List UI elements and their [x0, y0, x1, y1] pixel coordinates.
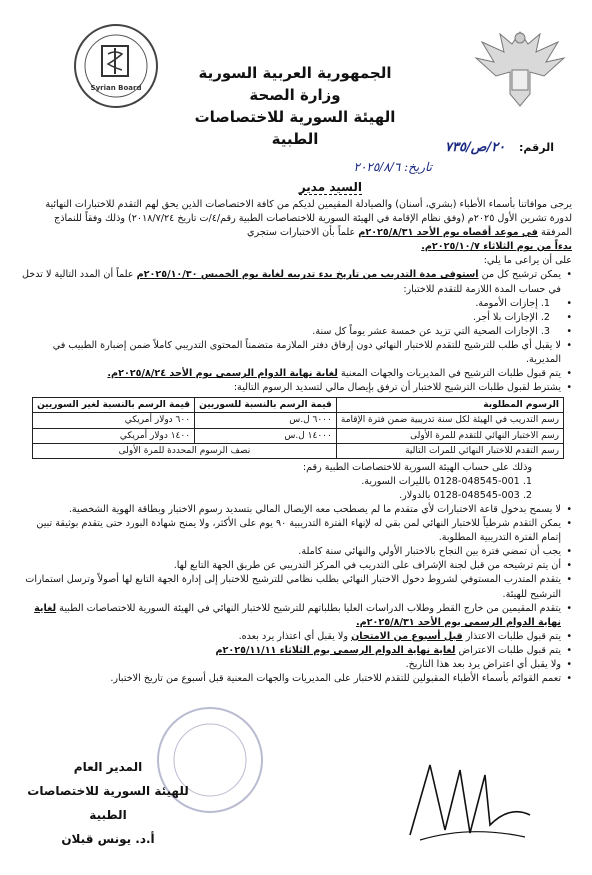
account-intro: وذلك على حساب الهيئة السورية للاختصاصات الطبية رقم: [302, 461, 532, 473]
conditions-list [22, 268, 572, 395]
addressee: السيد مدير [298, 180, 362, 194]
account-syp: 1. 0128-048545-001 بالليرات السورية. [361, 475, 532, 487]
table-row: رسم التدريب في الهيئة لكل سنة تدريبية ضمن فترة الإقامة ٦٠٠٠ ل.س ٦٠٠ دولار أمريكي [33, 413, 564, 428]
table-row: رسم التقدم للاختبار النهائي للمرات التالية نصف الرسوم المحددة للمرة الأولى [33, 443, 564, 458]
eagle-emblem [470, 22, 570, 114]
ministry-name: وزارة الصحة [249, 86, 341, 104]
list-item: • لا يسمح بدخول قاعة الاختبارات لأي متقدم ما لم يصطحب معه الإيصال المالي بتسديد رسوم الاختبار وبطاقة الهوية الشخصية. [22, 503, 572, 517]
svg-text:Syrian Board: Syrian Board [90, 84, 142, 92]
signature-block [18, 755, 198, 851]
list-item: • يمكن التقدم شرطياً للاختبار النهائي لمن بقي له لإنهاء الفترة التدريبية ٩٠ يوم على الأكثر، ولا يمنح شهادة البورد حتى يتقدم بوثيقة تبين إتمام الفترة التدريبية المطلوبة. [22, 517, 572, 545]
fees-table [32, 397, 564, 458]
list-item: • يشترط لقبول طلبات الترشيح للاختبار أن ترفق بإيصال مالي لتسديد الرسوم التالية: [22, 381, 572, 395]
syrian-board-logo [72, 22, 160, 110]
list-item: • 1. إجازات الأمومة. [22, 297, 572, 311]
country-name: الجمهورية العربية السورية [198, 64, 392, 82]
signatory-title: المدير العام [73, 760, 143, 774]
rules-list [22, 503, 572, 686]
letter-body [22, 198, 572, 686]
list-item: • يجب أن تمضي فترة بين النجاح بالاختبار الأولي والنهائي سنة كاملة. [22, 545, 572, 559]
list-item: • يتم قبول طلبات الاعتذار قبل أسبوع من الامتحان ولا يقبل أي اعتذار يرد بعده. [22, 630, 572, 644]
observe-heading: على أن يراعى ما يلي: [483, 255, 572, 267]
reference-label: الرقم: [519, 141, 554, 154]
board-name: الهيئة السورية للاختصاصات الطبية [194, 108, 396, 148]
list-item: • يتقدم المقيمين من خارج القطر وطلاب الدراسات العليا بطلباتهم للترشيح للاختبار النهائي في الهيئة السورية للاختصاصات الطبية لغاية نهاية الدوام الرسمي يوم الأحد ٢٠٢٥/٨/٣١م. [22, 602, 572, 630]
signatory-name: أ.د. يونس قبلان [61, 832, 155, 846]
list-item: • ولا يقبل أي اعتراض يرد بعد هذا التاريخ. [22, 658, 572, 672]
letterhead [170, 62, 420, 150]
list-item: • تعمم القوائم بأسماء الأطباء المقبولين للتقدم للاختبار على المديريات والجهات المعنية قبل أسبوع من تاريخ الاختبار. [22, 672, 572, 686]
list-item: • 2. الإجازات بلا أجر. [22, 311, 572, 325]
list-item: • يتقدم المتدرب المستوفي لشروط دخول الاختبار النهائي بطلب نظامي للترشيح للاختبار إلى إدارة الجهة التابع لها أصولاً وترسل استمارات الترشيح للهيئة. [22, 573, 572, 601]
account-usd: 2. 0128-048545-003 بالدولار. [399, 489, 532, 501]
table-header-row: الرسوم المطلوبة قيمة الرسم بالنسبة للسوريين قيمة الرسم بالنسبة لغير السوريين [33, 398, 564, 413]
signatory-org: للهيئة السورية للاختصاصات الطبية [27, 784, 189, 822]
list-item: • أن يتم ترشيحه من قبل لجنة الإشراف على التدريب في المركز التدريبي عن طريق الجهة التابع لها. [22, 559, 572, 573]
reference-date: تاريخ: ٢٠٢٥/٨/٦ [353, 160, 432, 174]
list-item: • لا يقبل أي طلب للترشيح للتقدم للاختبار النهائي دون إرفاق دفتر الملازمة متضمناً المحتوى التدريبي كاملاً ضمن إضبارة الطبيب في المديرية. [22, 339, 572, 367]
intro-paragraph: يرجى موافاتنا بأسماء الأطباء (بشري، أسنان) والصيادلة المقيمين لديكم من كافة الاختصاصات الذين يحق لهم التقدم للاختبارات النهائية لدورة تشرين الأول ٢٠٢٥م (وفق نظام الإقامة في الهيئة السورية للاختصاصات الطبية رقم/٤/ت تاريخ ٢٠١٨/٧/٢٤) وذلك وفقاً للنماذج المرفقة في موعد أقصاه يوم الأحد ٢٠٢٥/٨/٣١م علماً بأن الاختبارات ستجري [45, 199, 572, 239]
exam-start-date: بدءاً من يوم الثلاثاء ٢٠٢٥/١٠/٧م. [421, 241, 572, 253]
list-item: • 3. الإجازات الصحية التي تزيد عن خمسة عشر يوماً كل سنة. [22, 325, 572, 339]
handwritten-signature [390, 745, 540, 855]
reference-number: ٢٠/ص/٧٣٥ [445, 140, 506, 155]
list-item: • يمكن ترشيح كل من استوفى مدة التدريب من تاريخ بدء تدريبه لغاية يوم الخميس ٢٠٢٥/١٠/٣٠م علماً أن المدد التالية لا تدخل في حساب المدة اللازمة للتقدم للاختبار: [22, 268, 572, 296]
reference-line [445, 140, 554, 155]
list-item: • يتم قبول طلبات الترشيح في المديريات والجهات المعنية لغاية نهاية الدوام الرسمي يوم الأحد ٢٠٢٥/٨/٢٤م. [22, 367, 572, 381]
list-item: • يتم قبول طلبات الاعتراض لغاية نهاية الدوام الرسمي يوم الثلاثاء ٢٠٢٥/١١/١١م [22, 644, 572, 658]
table-row: رسم الاختبار النهائي للتقدم للمرة الأولى ١٤٠٠٠ ل.س ١٤٠٠ دولار أمريكي [33, 428, 564, 443]
